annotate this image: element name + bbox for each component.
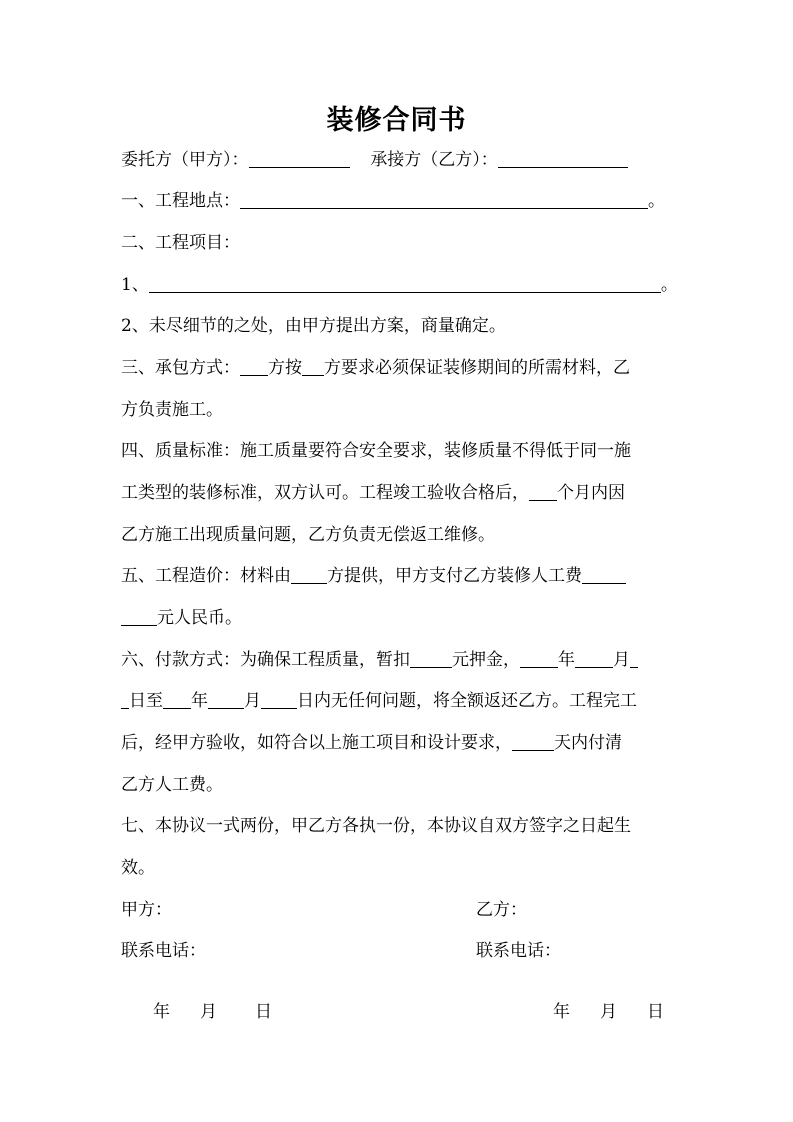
document-title: 装修合同书 — [326, 105, 467, 136]
clause-7-line-1: 七、本协议一式两份，甲乙方各执一份，本协议自双方签字之日起生 — [121, 816, 631, 836]
date-month: 月 — [200, 1002, 217, 1022]
clause-6-text-a: 六、付款方式：为确保工程质量，暂扣 — [121, 650, 410, 670]
start-month-blank[interactable] — [575, 648, 613, 668]
clause-4-line-1: 四、质量标准：施工质量要符合安全要求，装修质量不得低于同一施 — [121, 441, 631, 461]
material-party-blank[interactable] — [291, 564, 327, 584]
end-year-blank[interactable] — [163, 689, 191, 709]
start-year-blank[interactable] — [520, 648, 558, 668]
clause-6-text-e: 后，经甲方验收，如符合以上施工项目和设计要求， — [121, 733, 512, 753]
requirement-party-blank[interactable] — [302, 356, 324, 376]
party-b-phone-label: 联系电话： — [476, 941, 561, 961]
clause-5-line-1 — [121, 564, 681, 588]
clause-3-line-1 — [121, 356, 681, 380]
clause-6-line-4: 乙方人工费。 — [121, 775, 223, 795]
party-a-phone-label: 联系电话： — [121, 941, 206, 961]
clause-2-item-2: 2、未尽细节的之处，由甲方提出方案，商量确定。 — [121, 316, 506, 336]
clause-6-month: 月 — [613, 650, 630, 670]
warranty-months-blank[interactable] — [529, 481, 557, 501]
party-a-blank[interactable] — [249, 148, 350, 168]
start-day-blank-a[interactable] — [630, 648, 638, 668]
clause-4-line-2 — [121, 481, 681, 505]
labor-fee-blank-a[interactable] — [582, 564, 626, 584]
clause-6-line-1 — [121, 648, 681, 672]
payment-days-blank[interactable] — [512, 731, 554, 751]
party-b-label: 承接方（乙方）： — [370, 150, 498, 170]
parties-line — [121, 148, 681, 172]
clause-3-text-b: 方按 — [268, 358, 302, 378]
clause-2-item-1 — [121, 273, 681, 297]
clause-5-text-a: 五、工程造价：材料由 — [121, 566, 291, 586]
party-a-date — [153, 1000, 272, 1024]
clause-6-text-c: 日至 — [129, 691, 163, 711]
location-blank[interactable] — [240, 189, 648, 209]
party-b-signature-label: 乙方： — [476, 900, 527, 920]
contractor-party-blank[interactable] — [240, 356, 268, 376]
clause-1-label: 一、工程地点： — [121, 191, 240, 211]
party-a-signature-label: 甲方： — [121, 900, 172, 920]
clause-6-year: 年 — [558, 650, 575, 670]
clause-6-text-b: 元押金， — [452, 650, 520, 670]
end-month-blank[interactable] — [208, 689, 244, 709]
date-year: 年 — [153, 1002, 170, 1022]
clause-1-end: 。 — [648, 191, 665, 211]
clause-6-month-2: 月 — [244, 691, 261, 711]
item-1-end: 。 — [660, 275, 678, 295]
clause-3-text-a: 三、承包方式： — [121, 358, 240, 378]
date-month: 月 — [600, 1002, 617, 1022]
clause-4-text-b: 个月内因 — [557, 483, 625, 503]
deposit-amount-blank[interactable] — [410, 648, 452, 668]
clause-5-text-b: 方提供，甲方支付乙方装修人工费 — [327, 566, 582, 586]
clause-4-text-a: 工类型的装修标准，双方认可。工程竣工验收合格后， — [121, 483, 529, 503]
clause-6-line-3 — [121, 731, 681, 755]
clause-5-line-2 — [121, 606, 681, 630]
clause-3-text-c: 方要求必须保证装修期间的所需材料，乙 — [324, 358, 630, 378]
clause-5-text-c: 元人民币。 — [157, 608, 242, 628]
date-day: 日 — [647, 1002, 664, 1022]
clause-1-location — [121, 189, 681, 213]
clause-3-line-2: 方负责施工。 — [121, 400, 223, 420]
end-day-blank[interactable] — [261, 689, 297, 709]
item-1-label: 1、 — [121, 275, 149, 295]
start-day-blank-b[interactable] — [121, 689, 129, 709]
item-1-blank[interactable] — [149, 273, 661, 293]
date-day: 日 — [255, 1002, 272, 1022]
party-b-blank[interactable] — [498, 148, 628, 168]
clause-6-line-2 — [121, 689, 681, 713]
clause-7-line-2: 效。 — [121, 858, 155, 878]
party-b-date — [553, 1000, 664, 1024]
clause-6-year-2: 年 — [191, 691, 208, 711]
party-a-label: 委托方（甲方）： — [121, 150, 249, 170]
labor-fee-blank-b[interactable] — [121, 606, 157, 626]
clause-6-text-f: 天内付清 — [554, 733, 622, 753]
date-year: 年 — [553, 1002, 570, 1022]
clause-6-text-d: 日内无任何问题，将全额返还乙方。工程完工 — [297, 691, 637, 711]
clause-2-heading: 二、工程项目： — [121, 233, 240, 253]
clause-4-line-3: 乙方施工出现质量问题，乙方负责无偿返工维修。 — [121, 525, 495, 545]
